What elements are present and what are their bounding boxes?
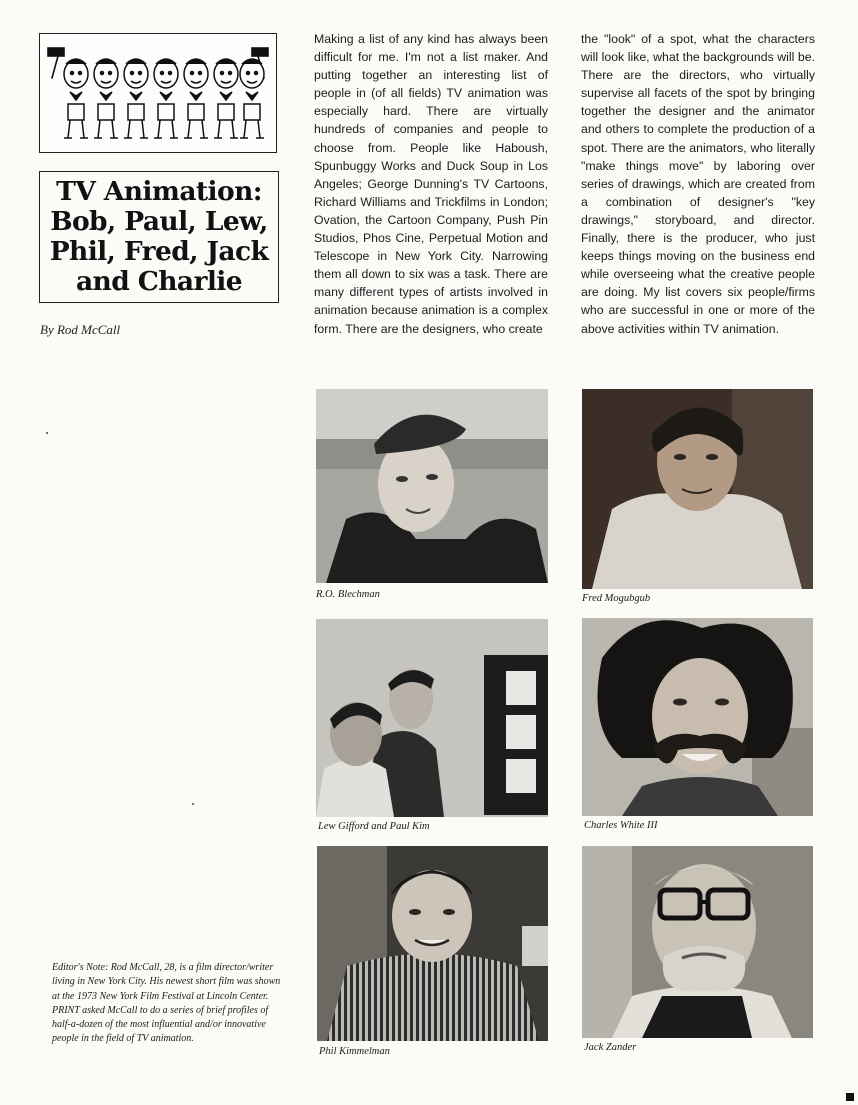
photo-caption: Phil Kimmelman [319, 1046, 390, 1057]
photo-caption: R.O. Blechman [316, 589, 380, 600]
photo-caption: Lew Gifford and Paul Kim [318, 821, 430, 832]
page-edge-mark [846, 1093, 854, 1101]
print-speck [192, 803, 194, 805]
print-speck [46, 432, 48, 434]
article-title: TV Animation: Bob, Paul, Lew, Phil, Fred, Jack and Charlie [49, 176, 269, 297]
body-column-1: Making a list of any kind has always been difficult for me. I'm not a list maker. And putting together an interesting list of people in (of all fields) TV animation was especially hard. There are virtually hundreds of companies and people to choose from. People like Haboush, Spunbuggy Works and Duck Soup in Los Angeles; George Dunning's TV Cartoons, Richard Williams and Trickfilms in London; Ovation, the Cartoon Company, Push Pin Studios, Phos Cine, Perpetual Motion and Telescope in New York City. Narrowing them all down to six was a task. There are many different types of artists involved in animation because animation is a complex form. There are the designers, who create [314, 32, 548, 336]
photo-fred-mogubgub [582, 389, 813, 589]
photo-caption: Jack Zander [584, 1042, 637, 1053]
article-title-box [39, 171, 279, 303]
editors-note: Editor's Note: Rod McCall, 28, is a film director/writer living in New York City. His newest short film was shown at the 1973 New York Film Festival at Lincoln Center. PRINT asked McCall to do a series of brief profiles of half-a-dozen of the most influential and/or innovative people in the field of TV animation. [52, 962, 281, 1045]
photo-caption: Charles White III [584, 820, 658, 831]
byline: By Rod McCall [40, 322, 121, 337]
photo-jack-zander [582, 846, 813, 1038]
photo-caption: Fred Mogubgub [582, 593, 651, 604]
photo-charles-white-iii [582, 618, 813, 816]
photo-lew-gifford-and-paul-kim [316, 619, 548, 817]
photo-ro-blechman [316, 389, 548, 583]
header-illustration [39, 33, 277, 153]
photo-phil-kimmelman [317, 846, 548, 1041]
chorus-line-cartoon-illustration [40, 34, 276, 152]
body-column-2: the "look" of a spot, what the characters will look like, what the backgrounds will be. There are the directors, who virtually supervise all facets of the spot by bringing together the designer and the animator and others to complete the production of a spot. There are the animators, who literally "make things move" by laboring over series of drawings, which are created from a combination of designer's "key drawings," storyboard, and director. Finally, there is the producer, who just keeps things moving on the business end while overseeing what the creative people are doing. My list covers six people/firms who are successful in one or more of the above activities within TV animation. [581, 32, 815, 336]
